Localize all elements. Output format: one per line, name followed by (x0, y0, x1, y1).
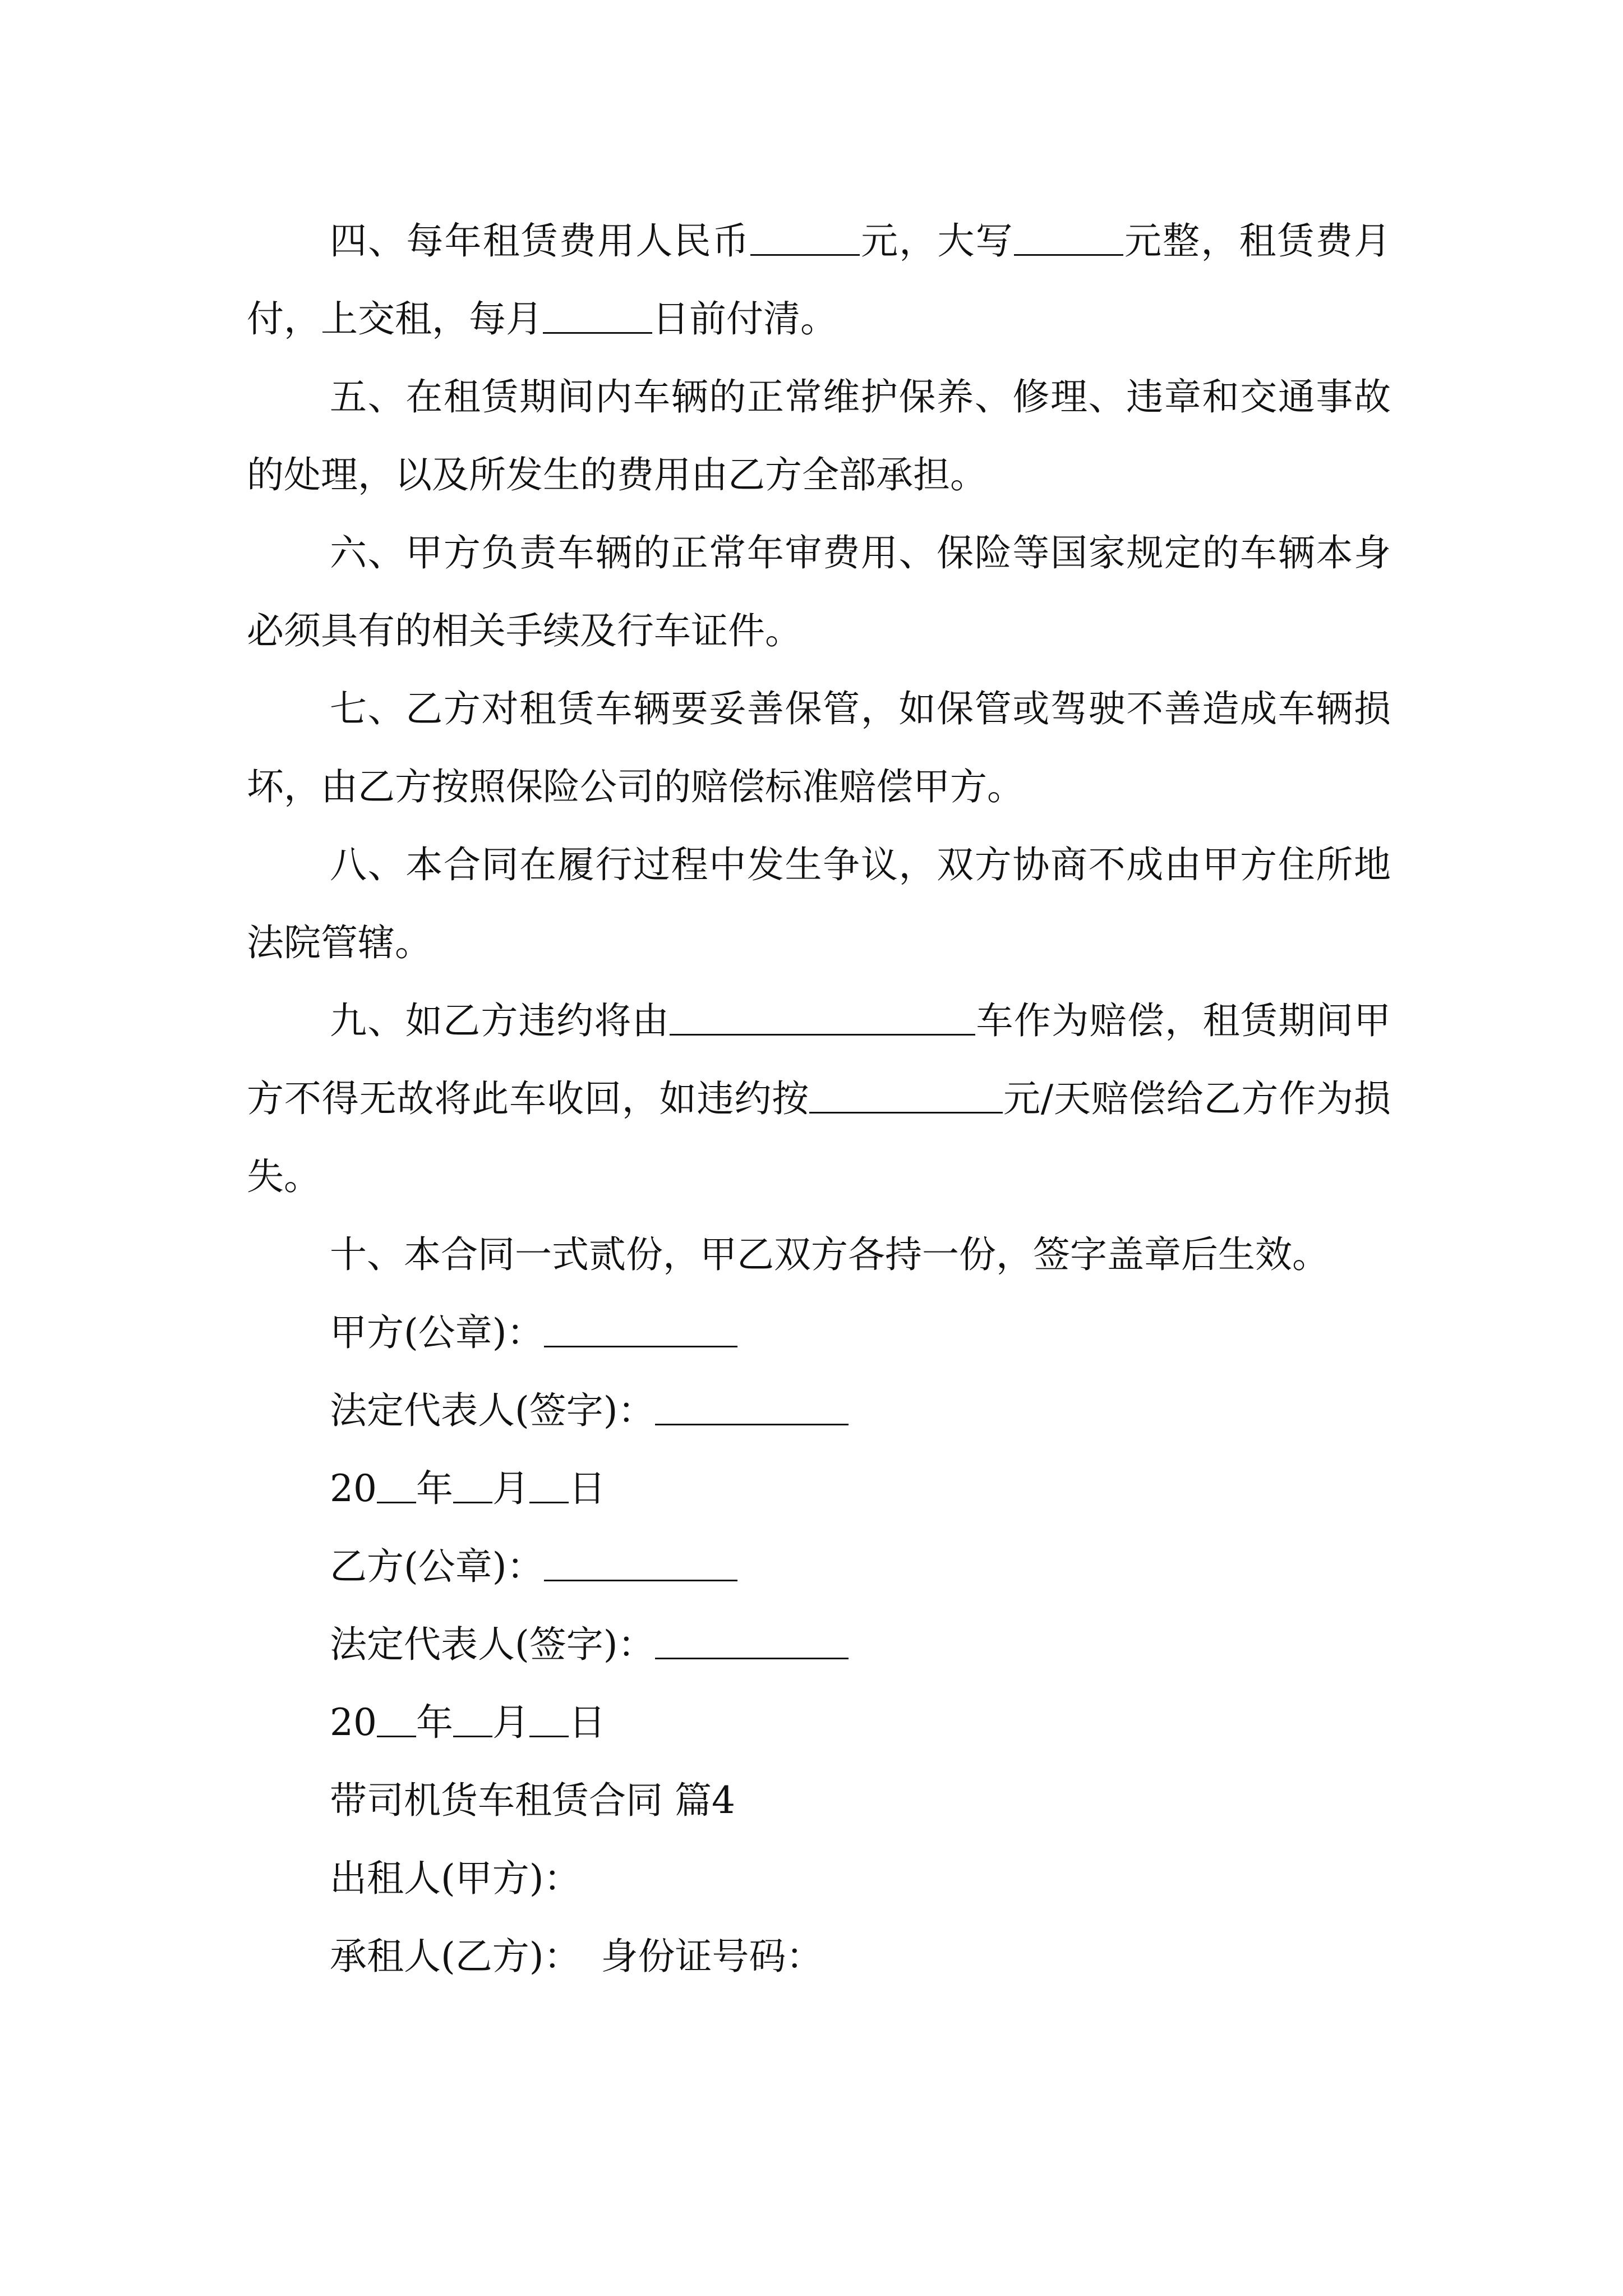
party-a-rep-label: 法定代表人(签字)： (330, 1389, 655, 1432)
monthly-due-day-blank[interactable] (543, 298, 652, 334)
clause-4-text-c: 元整，租赁费月付，上交租，每月 (247, 219, 1391, 341)
party-b-rep-blank[interactable] (655, 1624, 849, 1659)
date-b-day-label: 日 (568, 1701, 606, 1744)
party-a-seal-line (247, 1294, 1391, 1372)
clause-9 (247, 982, 1391, 1216)
clause-4-text-d: 日前付清。 (652, 297, 837, 341)
clause-6: 六、甲方负责车辆的正常年审费用、保险等国家规定的车辆本身必须具有的相关手续及行车证件。 (247, 531, 1391, 652)
lessor-line: 出租人(甲方)： (330, 1857, 581, 1900)
party-a-seal-label: 甲方(公章)： (330, 1311, 544, 1354)
party-b-date-line (247, 1683, 1391, 1761)
clause-4-text-b: 元，大写 (859, 219, 1014, 263)
clause-4-text-a: 四、每年租赁费用人民币 (330, 219, 750, 263)
party-b-rep-label: 法定代表人(签字)： (330, 1623, 655, 1666)
date-a-month-label: 月 (492, 1467, 529, 1510)
date-a-day-blank[interactable] (529, 1468, 569, 1503)
party-b-seal-line (247, 1527, 1391, 1605)
party-a-seal-blank[interactable] (544, 1312, 737, 1347)
date-b-day-blank[interactable] (529, 1702, 569, 1737)
clause-8: 八、本合同在履行过程中发生争议，双方协商不成由甲方住所地法院管辖。 (247, 843, 1391, 964)
date-b-prefix: 20 (330, 1701, 377, 1744)
clause-4 (247, 202, 1391, 358)
annual-fee-amount-blank[interactable] (750, 220, 860, 256)
date-a-day-label: 日 (568, 1467, 606, 1510)
clause-9-text-c: 元/天赔偿给乙方作为损失。 (247, 1077, 1391, 1198)
date-a-month-blank[interactable] (453, 1468, 492, 1503)
party-a-rep-blank[interactable] (655, 1390, 849, 1425)
date-b-year-blank[interactable] (377, 1702, 416, 1737)
date-a-year-blank[interactable] (377, 1468, 416, 1503)
party-b-rep-line (247, 1605, 1391, 1683)
compensation-vehicle-blank[interactable] (670, 1000, 975, 1036)
clause-9-text-b: 车作为赔偿，租赁期间甲方不得无故将此车收回，如违约按 (247, 999, 1391, 1120)
clause-9-text-a: 九、如乙方违约将由 (330, 999, 670, 1042)
date-b-month-label: 月 (492, 1701, 529, 1744)
clause-10: 十、本合同一式贰份，甲乙双方各持一份，签字盖章后生效。 (330, 1233, 1329, 1276)
party-b-seal-label: 乙方(公章)： (330, 1545, 544, 1588)
lessee-label: 承租人(乙方)： (330, 1935, 581, 1978)
daily-penalty-blank[interactable] (809, 1078, 1003, 1114)
party-a-rep-line (247, 1372, 1391, 1450)
date-b-month-blank[interactable] (453, 1702, 492, 1737)
section-heading: 带司机货车租赁合同 篇4 (330, 1779, 735, 1822)
lessee-line (247, 1917, 1391, 1995)
id-number-label: 身份证号码： (601, 1935, 823, 1978)
contract-body (247, 202, 1391, 1995)
party-a-date-line (247, 1450, 1391, 1527)
clause-5: 五、在租赁期间内车辆的正常维护保养、修理、违章和交通事故的处理，以及所发生的费用由乙方全部承担。 (247, 375, 1391, 496)
date-a-prefix: 20 (330, 1467, 377, 1510)
party-b-seal-blank[interactable] (544, 1546, 737, 1581)
annual-fee-words-blank[interactable] (1014, 220, 1123, 256)
clause-7: 七、乙方对租赁车辆要妥善保管，如保管或驾驶不善造成车辆损坏，由乙方按照保险公司的赔偿标准赔偿甲方。 (247, 687, 1391, 808)
date-a-year-label: 年 (416, 1467, 453, 1510)
date-b-year-label: 年 (416, 1701, 453, 1744)
